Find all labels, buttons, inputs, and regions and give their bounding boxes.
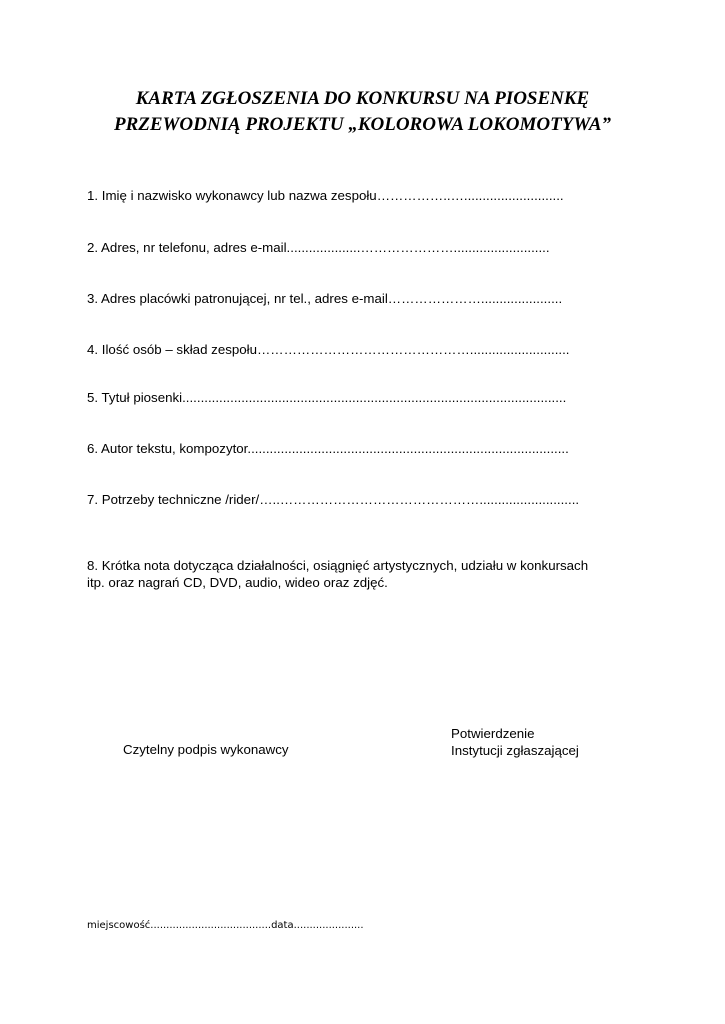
institution-confirmation-label xyxy=(451,725,579,759)
form-title-line-2: PRZEWODNIĄ PROJEKTU „KOLOROWA LOKOMOTYWA” xyxy=(113,114,612,135)
performer-signature-label: Czytelny podpis wykonawcy xyxy=(123,742,289,757)
short-note-line-2: itp. oraz nagrań CD, DVD, audio, wideo oraz zdjęć. xyxy=(87,575,388,590)
field-contact-details: 2. Adres, nr telefonu, adres e-mail....................………………….......................... xyxy=(87,240,550,255)
field-patron-institution: 3. Adres placówki patronującej, nr tel., adres e-mail…………………...................... xyxy=(87,291,563,306)
place-dots: ...................................... xyxy=(150,920,272,931)
field-song-title: 5. Tytuł piosenki........................................................................................................ xyxy=(87,390,567,405)
field-technical-rider: 7. Potrzeby techniczne /rider/…..………………………………………........................... xyxy=(87,492,580,507)
field-performer-name: 1. Imię i nazwisko wykonawcy lub nazwa zespołu……………..…........................... xyxy=(87,188,564,203)
short-note-line-1: 8. Krótka nota dotycząca działalności, osiągnięć artystycznych, udziału w konkursach xyxy=(87,558,589,573)
date-label: data xyxy=(271,920,294,931)
place-label: miejscowość xyxy=(87,920,151,931)
date-dots: ...................... xyxy=(293,920,364,931)
confirmation-line-2: Instytucji zgłaszającej xyxy=(451,743,579,758)
field-author-composer: 6. Autor tekstu, kompozytor....................................................................................... xyxy=(87,441,569,456)
form-title xyxy=(0,86,725,138)
field-short-note xyxy=(87,557,667,591)
confirmation-line-1: Potwierdzenie xyxy=(451,726,535,741)
form-title-line-1: KARTA ZGŁOSZENIA DO KONKURSU NA PIOSENKĘ xyxy=(135,88,590,109)
place-date-line xyxy=(87,920,364,931)
field-band-members: 4. Ilość osób – skład zespołu…………………………………………........................... xyxy=(87,342,570,357)
